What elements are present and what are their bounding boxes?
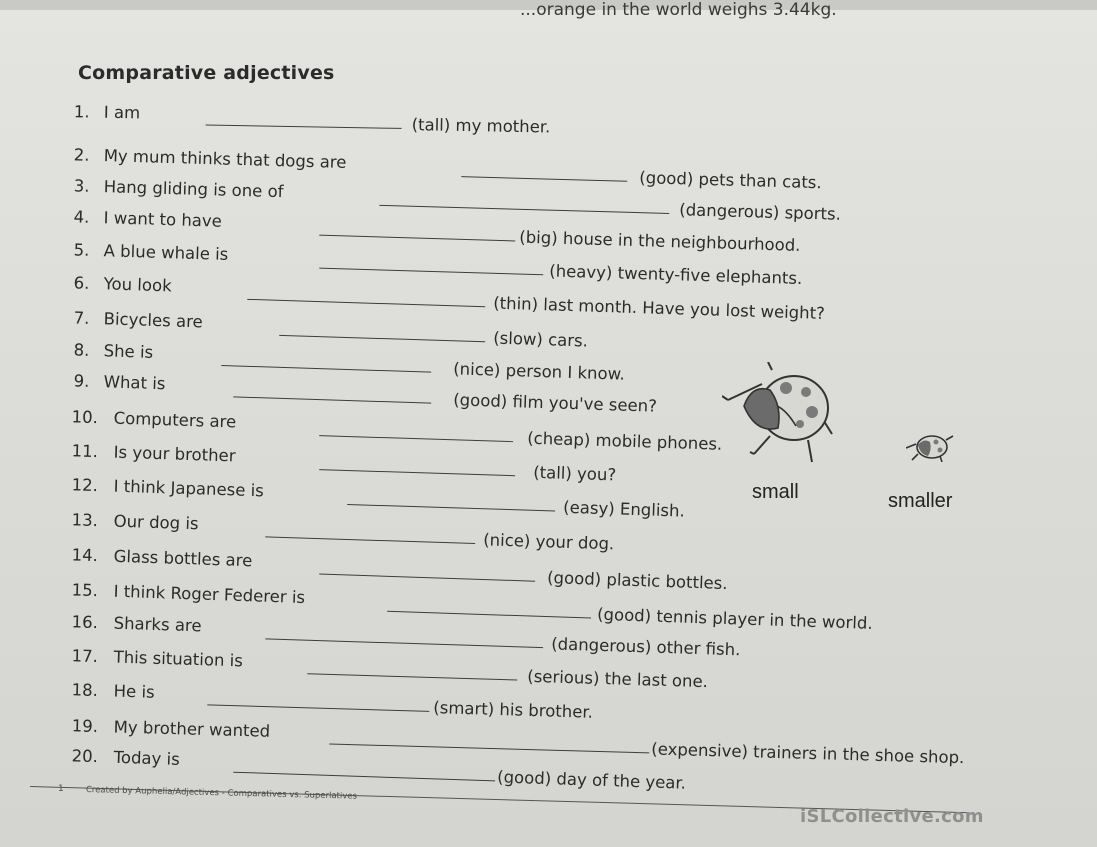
item-number: 5.	[73, 240, 90, 260]
worksheet-title: Comparative adjectives	[78, 62, 335, 84]
item-cue: (good) film you've seen?	[452, 390, 658, 416]
item-stem: This situation is	[113, 647, 244, 671]
credit-text: Created by Auphelia/Adjectives - Comparatives vs. Superlatives	[85, 785, 358, 802]
answer-blank[interactable]	[347, 504, 555, 512]
item-cue: (good) plastic bottles.	[546, 568, 728, 594]
item-cue: (easy) English.	[562, 497, 686, 521]
item-number: 10.	[71, 407, 99, 428]
answer-blank[interactable]	[329, 743, 649, 753]
answer-blank[interactable]	[247, 299, 485, 307]
item-stem: I am	[103, 102, 141, 123]
item-number: 17.	[71, 646, 99, 667]
item-number: 7.	[73, 308, 90, 328]
answer-blank[interactable]	[387, 611, 591, 619]
item-cue: (slow) cars.	[492, 328, 589, 351]
answer-blank[interactable]	[379, 205, 669, 214]
item-stem: He is	[113, 681, 155, 702]
smaller-label: smaller	[888, 490, 953, 512]
item-number: 14.	[71, 545, 99, 566]
item-stem: Sharks are	[113, 613, 202, 636]
small-label: small	[752, 481, 799, 503]
item-stem: Today is	[113, 747, 181, 769]
item-cue: (thin) last month. Have you lost weight?	[492, 293, 826, 323]
item-cue: (serious) the last one.	[527, 666, 709, 692]
answer-blank[interactable]	[319, 235, 515, 242]
answer-blank[interactable]	[307, 673, 517, 680]
item-stem: Computers are	[113, 408, 237, 432]
answer-blank[interactable]	[265, 638, 543, 648]
page-number: 1	[58, 784, 64, 794]
exercise-item	[61, 102, 1021, 149]
item-stem: Our dog is	[113, 511, 199, 534]
item-cue: (expensive) trainers in the shoe shop.	[651, 739, 965, 768]
item-stem: My brother wanted	[113, 717, 271, 741]
item-cue: (good) tennis player in the world.	[596, 604, 873, 633]
answer-blank[interactable]	[319, 469, 515, 476]
item-cue: (dangerous) sports.	[679, 200, 842, 224]
item-number: 4.	[73, 207, 90, 227]
item-number: 13.	[71, 510, 99, 531]
item-stem: Bicycles are	[103, 309, 204, 332]
item-stem: Glass bottles are	[113, 546, 253, 571]
item-stem: Hang gliding is one of	[103, 177, 284, 202]
item-stem: Is your brother	[113, 442, 236, 466]
answer-blank[interactable]	[206, 125, 402, 129]
item-number: 19.	[71, 716, 99, 737]
item-number: 8.	[73, 340, 90, 360]
item-cue: (big) house in the neighbourhood.	[519, 227, 801, 255]
item-number: 3.	[73, 176, 90, 196]
item-stem: My mum thinks that dogs are	[103, 146, 347, 172]
item-cue: (nice) person I know.	[452, 359, 626, 384]
item-cue: (dangerous) other fish.	[550, 634, 741, 660]
item-stem: I think Japanese is	[113, 476, 265, 501]
item-number: 20.	[71, 746, 99, 767]
item-number: 15.	[71, 580, 99, 601]
item-cue: (good) day of the year.	[496, 767, 687, 793]
item-number: 2.	[73, 145, 90, 165]
item-stem: A blue whale is	[103, 241, 229, 264]
item-cue: (good) pets than cats.	[639, 168, 822, 193]
item-stem: You look	[103, 274, 172, 296]
item-stem: I want to have	[103, 208, 223, 231]
item-cue: (tall) my mother.	[411, 115, 551, 137]
answer-blank[interactable]	[207, 704, 429, 712]
header-fragment: ...orange in the world weighs 3.44kg.	[520, 0, 837, 20]
item-stem: I think Roger Federer is	[113, 581, 306, 608]
ladybug-icon	[722, 362, 840, 466]
answer-blank[interactable]	[319, 435, 513, 442]
answer-blank[interactable]	[279, 335, 485, 342]
item-stem: What is	[103, 372, 166, 394]
item-stem: She is	[103, 341, 154, 362]
answer-blank[interactable]	[233, 772, 495, 782]
site-watermark: iSLCollective.com	[800, 806, 984, 827]
small-ladybug-icon	[906, 432, 954, 462]
answer-blank[interactable]	[461, 176, 627, 182]
item-number: 16.	[71, 612, 99, 633]
item-number: 9.	[73, 371, 90, 391]
answer-blank[interactable]	[233, 396, 431, 403]
item-number: 1.	[73, 102, 90, 122]
item-cue: (cheap) mobile phones.	[526, 428, 723, 454]
answer-blank[interactable]	[265, 536, 475, 544]
item-cue: (smart) his brother.	[433, 698, 594, 722]
item-number: 6.	[73, 273, 90, 293]
item-number: 12.	[71, 475, 99, 496]
answer-blank[interactable]	[319, 268, 543, 276]
item-number: 18.	[71, 680, 99, 701]
answer-blank[interactable]	[221, 365, 431, 373]
item-number: 11.	[71, 441, 99, 462]
answer-blank[interactable]	[319, 574, 535, 582]
item-cue: (heavy) twenty-five elephants.	[549, 261, 803, 288]
item-cue: (nice) your dog.	[482, 530, 615, 554]
item-cue: (tall) you?	[532, 462, 617, 485]
